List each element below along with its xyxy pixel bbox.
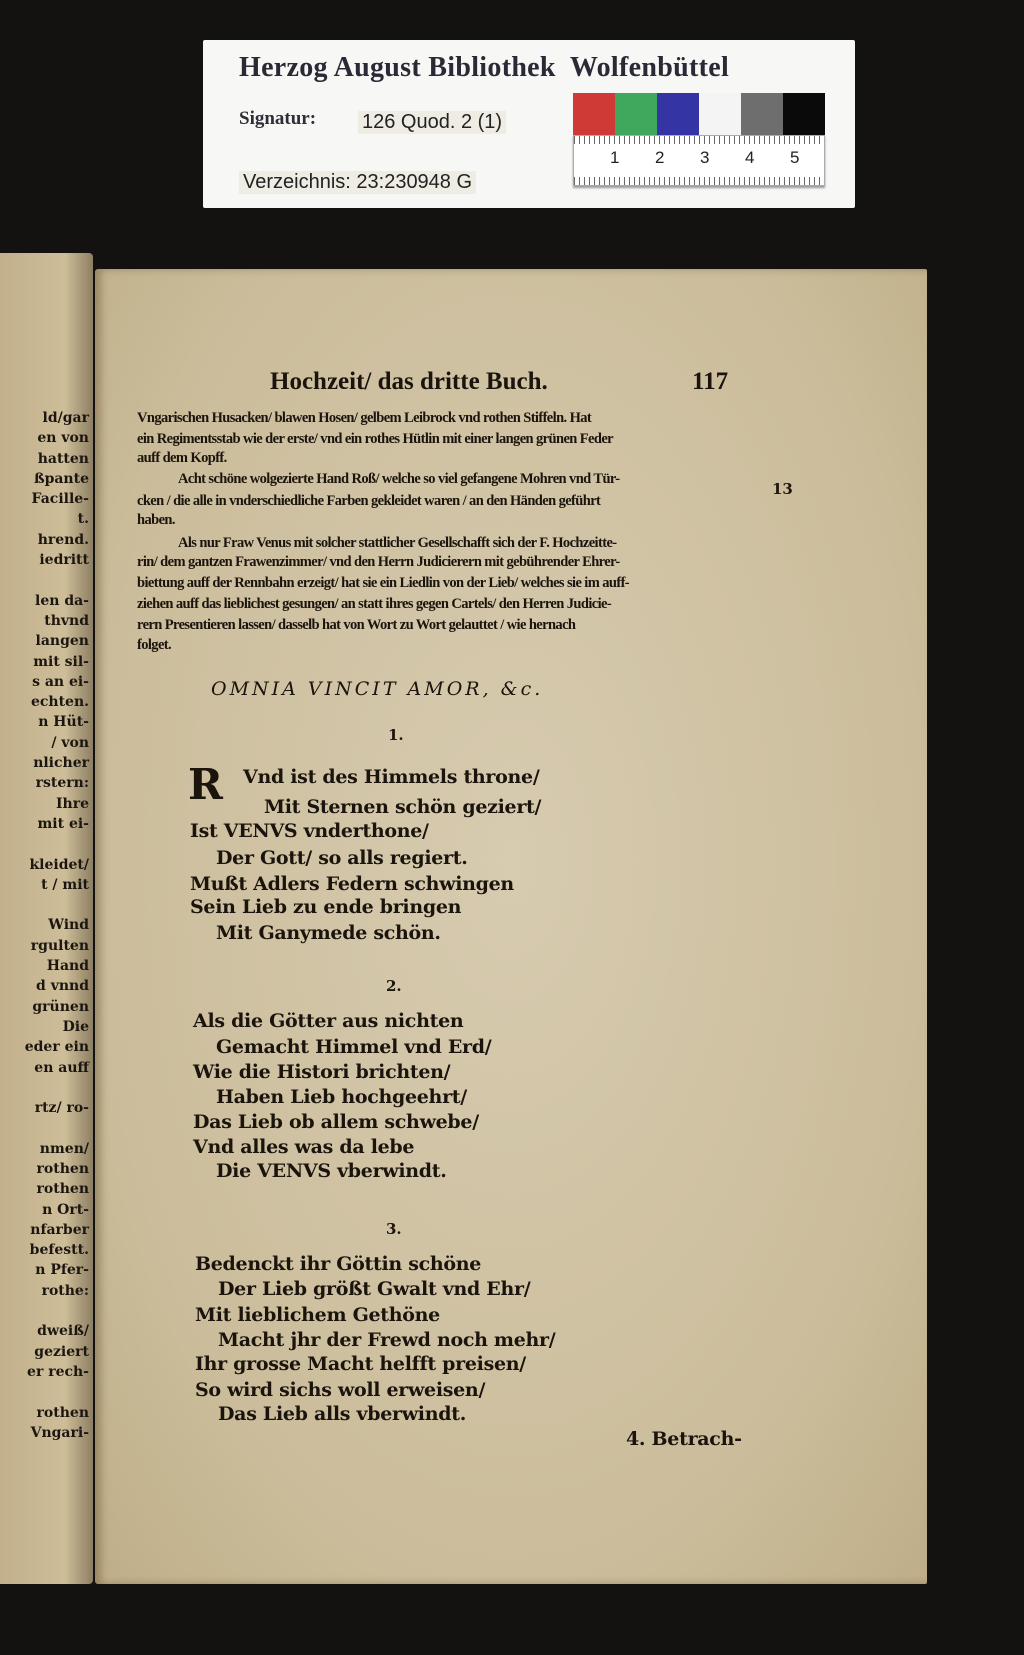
left-page-line: Vngari- [30,1424,89,1441]
ruler-number: 3 [700,148,710,167]
left-page-line: Facille- [31,491,89,508]
library-label [203,40,855,208]
verzeichnis: Verzeichnis: 23:230948 G [239,171,476,194]
left-page-line: Die [62,1018,89,1035]
verse-line: Sein Lieb zu ende bringen [190,896,462,918]
drop-initial: R [188,760,223,809]
right-page [95,269,927,1584]
verse-line: Die VENVS vberwindt. [216,1160,447,1182]
page-number: 117 [692,368,729,395]
left-page-line: rtz/ ro- [34,1100,89,1117]
left-page-line: Hand [46,958,89,975]
verse-line: Der Gott/ so alls regiert. [216,847,468,869]
left-page-line: dweiß/ [37,1323,89,1340]
left-page-line: ld/gar [42,410,89,426]
left-page-line: hatten [37,450,89,467]
verse-line: Das Lieb alls vberwindt. [218,1403,467,1425]
verse-line: Als die Götter aus nichten [193,1010,464,1032]
left-page-line [25,1118,89,1138]
margin-note: 13 [772,480,793,498]
left-page-line: eder ein [24,1039,89,1056]
left-page-line [25,834,89,854]
paragraph-line: biettung auff der Rennbahn erzeigt/ hat sie ein Liedlin von der Lieb/ welches sie im auff- [137,575,630,591]
left-page-line: s an ei- [32,673,89,690]
left-page-line: len da- [35,592,89,609]
left-page-line: Ihre [55,795,89,812]
left-page-text [25,408,89,1443]
left-page-line: n Pfer- [35,1262,89,1279]
ruler-number: 1 [610,148,620,167]
left-page-line: rothen [36,1160,89,1177]
verse-line: Der Lieb größt Gwalt vnd Ehr/ [218,1278,531,1300]
left-page-line: nlicher [33,755,89,772]
left-page-line: geziert [34,1343,89,1360]
left-page-line: nfarber [30,1221,89,1238]
left-page-line: Wind [48,917,89,934]
left-page-line: nmen/ [39,1140,89,1157]
left-page-line: mit ei- [37,815,89,832]
left-page-line: hrend. [37,531,89,548]
ruler-number: 2 [655,148,665,167]
left-page-line: rothe: [41,1282,89,1299]
verse-line: Ihr grosse Macht helfft preisen/ [195,1353,526,1375]
left-page-line: en auff [34,1059,89,1076]
left-page-line: echten. [30,694,89,711]
color-patch [783,93,825,135]
left-page-line [25,1078,89,1098]
library-name: Herzog August Bibliothek Wolfenbüttel [239,52,730,83]
verse-line: Mit lieblichem Gethöne [195,1304,440,1326]
verse-line: Vnd alles was da lebe [193,1136,415,1158]
paragraph-line: folget. [137,637,172,653]
left-page-line: n Ort- [42,1201,89,1218]
left-page-line: langen [35,633,89,650]
left-page-line: rothen [36,1404,89,1421]
stanza-number: 2. [386,977,402,995]
left-page-line: t / mit [41,876,89,893]
left-page [0,253,93,1584]
running-head: Hochzeit/ das dritte Buch. [270,368,548,395]
ruler-number: 5 [790,148,800,167]
left-page-line: rstern: [35,775,89,792]
left-page-line: grünen [32,998,89,1015]
verse-line: Bedenckt ihr Göttin schöne [195,1253,482,1275]
verse-line: Gemacht Himmel vnd Erd/ [216,1036,492,1058]
left-page-line [25,1382,89,1402]
left-page-line [25,895,89,915]
left-page-line: befestt. [29,1242,89,1259]
scale-ruler [573,135,825,186]
left-page-line [25,1301,89,1321]
left-page-line: kleidet/ [29,856,89,873]
left-page-line: rgulten [30,937,89,954]
left-page-line: mit sil- [33,653,89,670]
left-page-line: ßpante [33,470,89,487]
color-patch [615,93,657,135]
paragraph-line: auff dem Kopff. [137,450,227,466]
verse-line: Wie die Histori brichten/ [193,1061,451,1083]
left-page-line: iedritt [39,552,89,569]
color-patch [573,93,615,135]
signatur-value: 126 Quod. 2 (1) [358,111,506,134]
paragraph-line: rin/ dem gantzen Frawenzimmer/ vnd den Herrn Judicierern mit gebührender Ehrer- [137,554,620,570]
paragraph-line: haben. [137,512,175,528]
verse-line: Haben Lieb hochgeehrt/ [216,1086,467,1108]
verse-line: Ist VENVS vnderthone/ [190,820,429,842]
signatur-label: Signatur: [239,108,317,129]
verse-line: Vnd ist des Himmels throne/ [243,766,540,788]
left-page-line: thvnd [44,612,89,629]
color-patch [699,93,741,135]
stanza-number: 1. [388,726,404,744]
left-page-line: er rech- [27,1363,89,1380]
stanza-number: 3. [386,1220,402,1238]
left-page-line: / von [51,734,89,751]
color-patch [741,93,783,135]
left-page-line [25,570,89,590]
color-calibration-patches [573,93,825,135]
verse-line: Das Lieb ob allem schwebe/ [193,1111,479,1133]
paragraph-line: ziehen auff das lieblichest gesungen/ an statt ihres gegen Cartels/ den Herren Judicie- [137,596,612,612]
poem-title: OMNIA VINCIT AMOR, &c. [211,678,544,700]
paragraph-line: Vngarischen Husacken/ blawen Hosen/ gelbem Leibrock vnd rothen Stiffeln. Hat [137,410,592,426]
left-page-line: rothen [36,1181,89,1198]
verse-line: So wird sichs woll erweisen/ [195,1379,486,1401]
verse-line: Mit Ganymede schön. [216,922,441,944]
verse-line: Macht jhr der Frewd noch mehr/ [218,1329,556,1351]
left-page-line: n Hüt- [38,714,89,731]
left-page-line: en von [37,430,89,447]
paragraph-line: rern Presentieren lassen/ dasselb hat von Wort zu Wort gelauttet / wie hernach [137,617,576,633]
left-page-line: d vnnd [36,978,89,995]
ruler-number: 4 [745,148,755,167]
catchword: 4. Betrach- [626,1428,742,1450]
verse-line: Mit Sternen schön geziert/ [264,796,542,818]
paragraph-line: Acht schöne wolgezierte Hand Roß/ welche so viel gefangene Mohren vnd Tür- [178,471,620,487]
left-page-line: t. [77,511,89,528]
verse-line: Mußt Adlers Federn schwingen [190,873,514,895]
color-patch [657,93,699,135]
paragraph-line: cken / die alle in vnderschiedliche Farben gekleidet waren / an den Händen geführt [137,493,601,509]
paragraph-line: Als nur Fraw Venus mit solcher stattlicher Gesellschafft sich der F. Hochzeitte- [178,535,617,551]
paragraph-line: ein Regimentsstab wie der erste/ vnd ein rothes Hütlin mit einer langen grünen Feder [137,431,613,447]
